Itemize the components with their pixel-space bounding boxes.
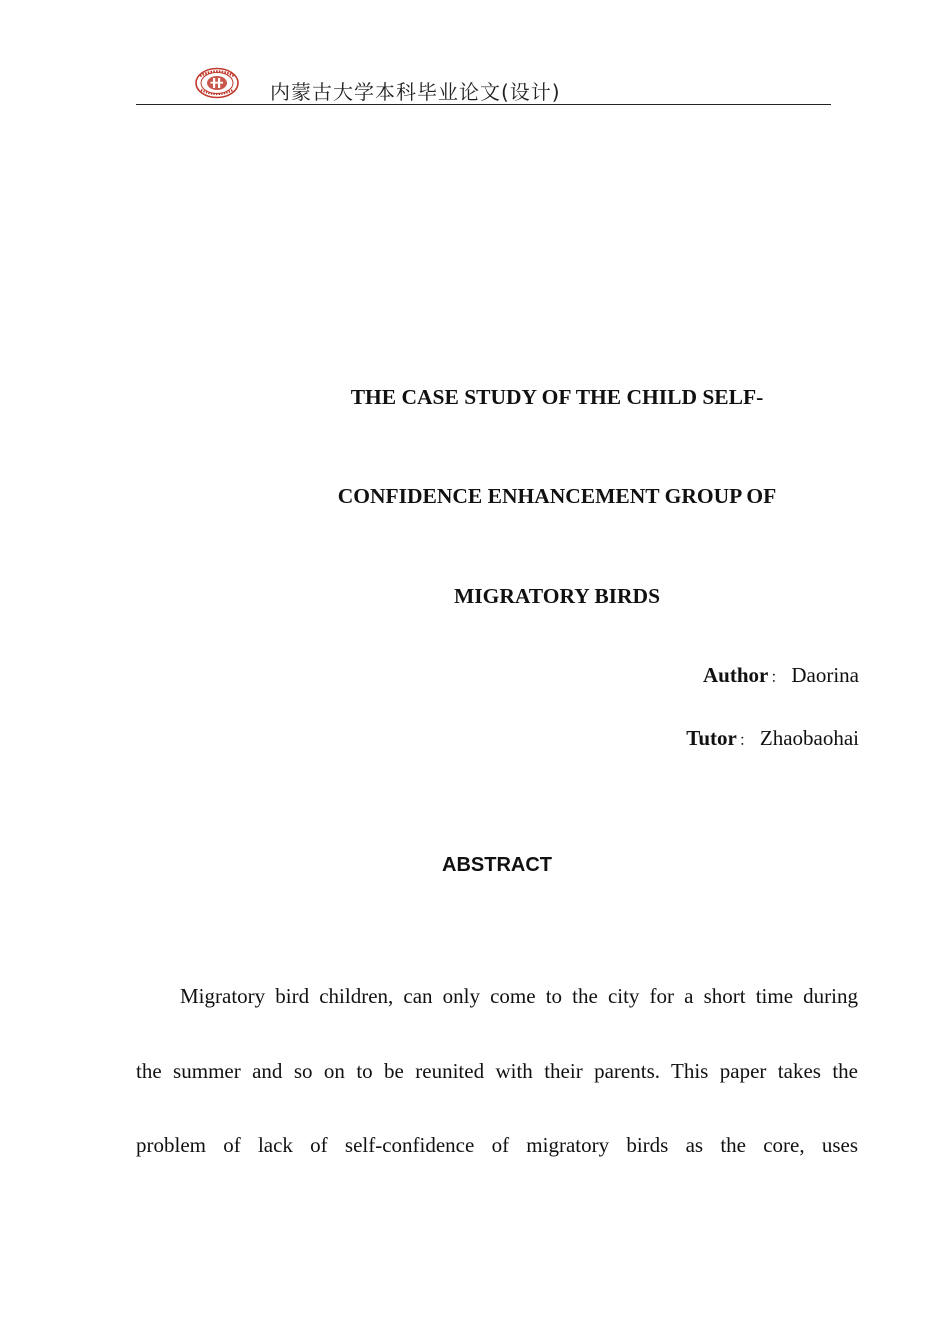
tutor-line [686, 726, 859, 751]
abstract-line-2: the summer and so on to be reunited with their parents. This paper takes the [136, 1058, 858, 1083]
abstract-line-1: Migratory bird children, can only come to the city for a short time during [180, 984, 858, 1008]
author-separator: ： [770, 668, 786, 686]
university-seal-logo [194, 67, 240, 99]
tutor-label: Tutor [686, 726, 737, 750]
author-label: Author [703, 663, 769, 687]
header-title: 内蒙古大学本科毕业论文(设计) [270, 80, 561, 104]
abstract-body [136, 982, 858, 1206]
author-value: Daorina [791, 663, 859, 687]
abstract-heading: ABSTRACT [442, 854, 552, 876]
tutor-separator: ： [738, 731, 754, 749]
page-header [136, 64, 831, 105]
tutor-value: Zhaobaohai [759, 726, 859, 750]
thesis-title-line-2: CONFIDENCE ENHANCEMENT GROUP OF [337, 484, 777, 508]
thesis-title-line-3: MIGRATORY BIRDS [453, 584, 661, 608]
author-line [703, 663, 859, 688]
abstract-line-3: problem of lack of self-confidence of migratory birds as the core, uses [136, 1133, 858, 1157]
thesis-title-line-1: THE CASE STUDY OF THE CHILD SELF- [350, 385, 764, 409]
